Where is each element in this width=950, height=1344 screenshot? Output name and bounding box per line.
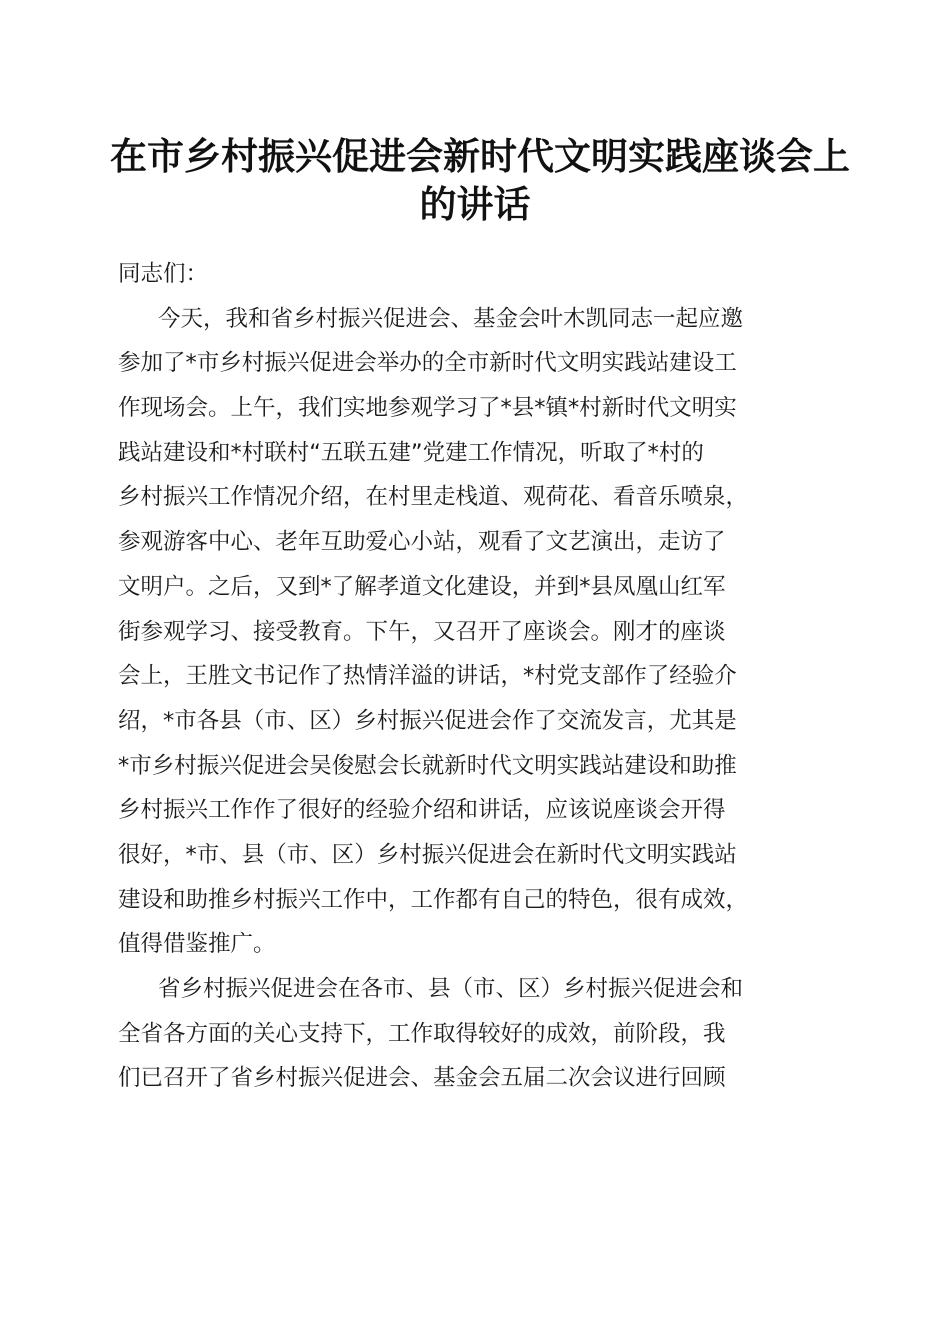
paragraph-line: 建设和助推乡村振兴工作中，工作都有自己的特色，很有成效，: [118, 886, 749, 913]
paragraph-line: 全省各方面的关心支持下，工作取得较好的成效，前阶段，我: [118, 1020, 726, 1047]
paragraph-line: 会上，王胜文书记作了热情洋溢的讲话，*村党支部作了经验介: [118, 663, 737, 690]
paragraph-line: *市乡村振兴促进会吴俊慰会长就新时代文明实践站建设和助推: [118, 752, 737, 779]
document-title: [110, 132, 850, 228]
paragraph-line: 们已召开了省乡村振兴促进会、基金会五届二次会议进行回顾: [118, 1065, 726, 1092]
paragraph-line: 今天，我和省乡村振兴促进会、基金会叶木凯同志一起应邀: [158, 305, 744, 332]
paragraph-line: 省乡村振兴促进会在各市、县（市、区）乡村振兴促进会和: [158, 976, 744, 1002]
paragraph-2: [118, 967, 838, 1101]
document-body: [118, 252, 838, 1101]
paragraph-line: 乡村振兴工作作了很好的经验介绍和讲话，应该说座谈会开得: [118, 797, 726, 824]
title-line: 的讲话: [419, 182, 531, 226]
paragraph-line: 参观游客中心、老年互助爱心小站，观看了文艺演出，走访了: [118, 529, 726, 556]
greeting: 同志们：: [118, 261, 209, 287]
paragraph-line: 绍，*市各县（市、区）乡村振兴促进会作了交流发言，尤其是: [118, 707, 737, 734]
paragraph-line: 作现场会。上午，我们实地参观学习了*县*镇*村新时代文明实: [118, 395, 737, 422]
paragraph-line: 值得借鉴推广。: [118, 931, 276, 958]
paragraph-line: 参加了*市乡村振兴促进会举办的全市新时代文明实践站建设工: [118, 350, 737, 377]
title-line: 在市乡村振兴促进会新时代文明实践座谈会上: [110, 134, 850, 178]
paragraph-line: 乡村振兴工作情况介绍，在村里走栈道、观荷花、看音乐喷泉，: [118, 484, 749, 511]
paragraph-line: 践站建设和*村联村“五联五建”党建工作情况，听取了*村的: [118, 439, 704, 466]
paragraph-1: [118, 297, 838, 967]
paragraph-line: 文明户。之后，又到*了解孝道文化建设，并到*县凤凰山红军: [118, 573, 726, 600]
paragraph-line: 很好，*市、县（市、区）乡村振兴促进会在新时代文明实践站: [118, 841, 737, 868]
paragraph-line: 街参观学习、接受教育。下午，又召开了座谈会。刚才的座谈: [118, 618, 726, 645]
